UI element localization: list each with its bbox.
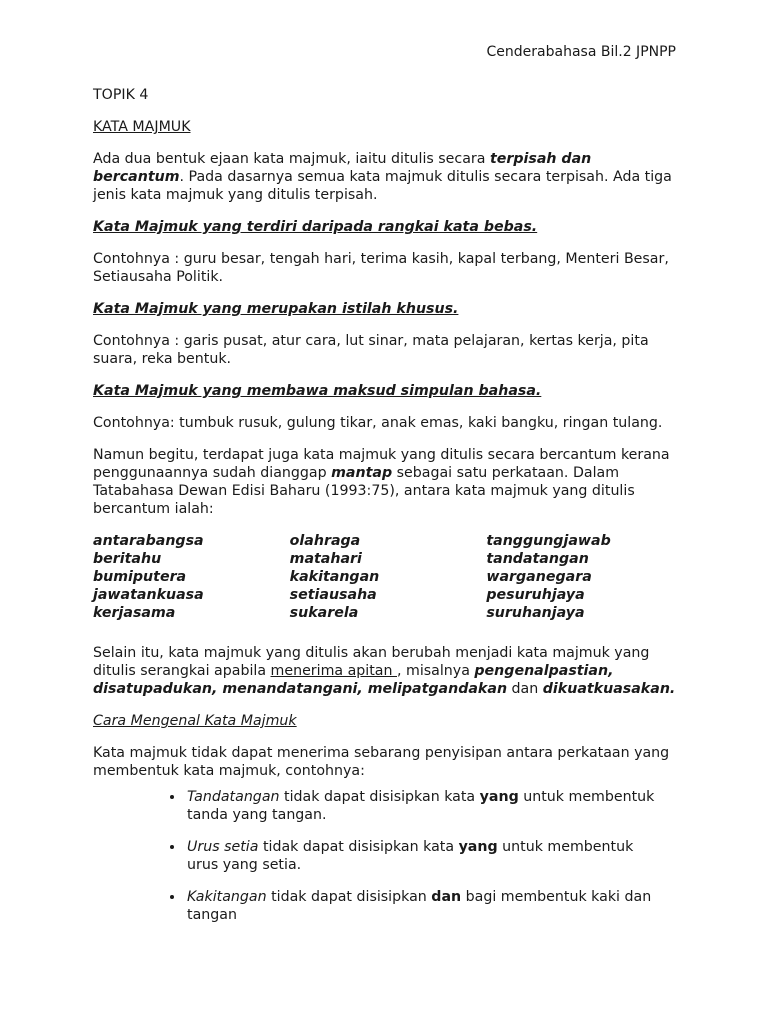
word-item: tanggungjawab	[486, 533, 611, 549]
word-item: antarabangsa	[93, 533, 204, 549]
mengenal-bullet-list	[93, 788, 683, 924]
bullet-term: Kakitangan	[187, 889, 267, 905]
page-title: KATA MAJMUK	[93, 119, 191, 135]
bullet-text: tidak dapat disisipkan kata	[258, 839, 459, 855]
intro-text-2: . Pada dasarnya semua kata majmuk ditulis secara terpisah. Ada tiga jenis kata majmuk yang ditulis terpisah.	[93, 169, 672, 203]
document-body	[93, 86, 683, 938]
list-item	[185, 838, 667, 874]
apitan-text-2: , misalnya	[397, 663, 475, 679]
bullet-text: bagi membentuk kaki dan tangan	[187, 889, 652, 923]
section-heading-2: Kata Majmuk yang merupakan istilah khusus.	[93, 301, 459, 317]
topic-label: TOPIK 4	[93, 87, 149, 103]
word-item: pesuruhjaya	[486, 587, 585, 603]
section-example-1: Contohnya : guru besar, tengah hari, terima kasih, kapal terbang, Menteri Besar, Setiausaha Politik.	[93, 251, 669, 285]
word-item: beritahu	[93, 551, 162, 567]
word-item: tandatangan	[486, 551, 589, 567]
bullet-text: untuk membentuk urus yang setia.	[187, 839, 634, 873]
list-item	[185, 888, 667, 924]
word-column-1	[93, 532, 290, 622]
word-item: kerjasama	[93, 605, 176, 621]
mengenal-heading: Cara Mengenal Kata Majmuk	[93, 713, 297, 729]
section-example-3: Contohnya: tumbuk rusuk, gulung tikar, anak emas, kaki bangku, ringan tulang.	[93, 415, 663, 431]
bullet-text: tidak dapat disisipkan	[266, 889, 432, 905]
apitan-text-3: dan	[507, 681, 543, 697]
word-item: suruhanjaya	[486, 605, 585, 621]
word-column-3	[486, 532, 683, 622]
bullet-term: Tandatangan	[187, 789, 280, 805]
bercantum-text-2: sebagai satu perkataan. Dalam Tatabahasa Dewan Edisi Baharu (1993:75), antara kata majmuk yang ditulis bercantum ialah:	[93, 465, 635, 517]
section-example-2: Contohnya : garis pusat, atur cara, lut sinar, mata pelajaran, kertas kerja, pita suara, reka bentuk.	[93, 333, 649, 367]
page-header: Cenderabahasa Bil.2 JPNPP	[486, 44, 676, 60]
word-item: sukarela	[289, 605, 359, 621]
section-heading-1: Kata Majmuk yang terdiri daripada rangkai kata bebas.	[93, 219, 538, 235]
word-item: warganegara	[486, 569, 592, 585]
bullet-text: tidak dapat disisipkan kata	[279, 789, 480, 805]
bullet-text: untuk membentuk tanda yang tangan.	[187, 789, 655, 823]
apitan-paragraph	[93, 644, 683, 698]
word-item: setiausaha	[289, 587, 377, 603]
bullet-bold: yang	[479, 789, 519, 805]
word-column-2	[290, 532, 487, 622]
apitan-text-1: Selain itu, kata majmuk yang ditulis akan berubah menjadi kata majmuk yang ditulis serangkai apabila	[93, 645, 650, 679]
intro-paragraph	[93, 150, 683, 204]
bercantum-text-1: Namun begitu, terdapat juga kata majmuk yang ditulis secara bercantum kerana penggunaannya sudah dianggap	[93, 447, 670, 481]
apitan-examples: pengenalpastian, disatupadukan, menandatangani, melipatgandakan	[93, 663, 614, 697]
intro-text-1: Ada dua bentuk ejaan kata majmuk, iaitu ditulis secara	[93, 151, 490, 167]
apitan-example-last: dikuatkuasakan.	[542, 681, 676, 697]
word-item: matahari	[289, 551, 362, 567]
section-heading-3: Kata Majmuk yang membawa maksud simpulan bahasa.	[93, 383, 542, 399]
apitan-underline: menerima apitan	[270, 663, 397, 679]
bercantum-emphasis: mantap	[331, 465, 393, 481]
word-item: olahraga	[289, 533, 361, 549]
word-item: jawatankuasa	[93, 587, 204, 603]
word-columns	[93, 532, 683, 622]
mengenal-intro: Kata majmuk tidak dapat menerima sebarang penyisipan antara perkataan yang membentuk kata majmuk, contohnya:	[93, 745, 670, 779]
bullet-bold: yang	[458, 839, 498, 855]
word-item: bumiputera	[93, 569, 187, 585]
list-item	[185, 788, 667, 824]
bullet-term: Urus setia	[187, 839, 259, 855]
word-item: kakitangan	[289, 569, 380, 585]
bercantum-paragraph	[93, 446, 683, 518]
bullet-bold: dan	[431, 889, 462, 905]
intro-emphasis: terpisah dan bercantum	[93, 151, 592, 185]
